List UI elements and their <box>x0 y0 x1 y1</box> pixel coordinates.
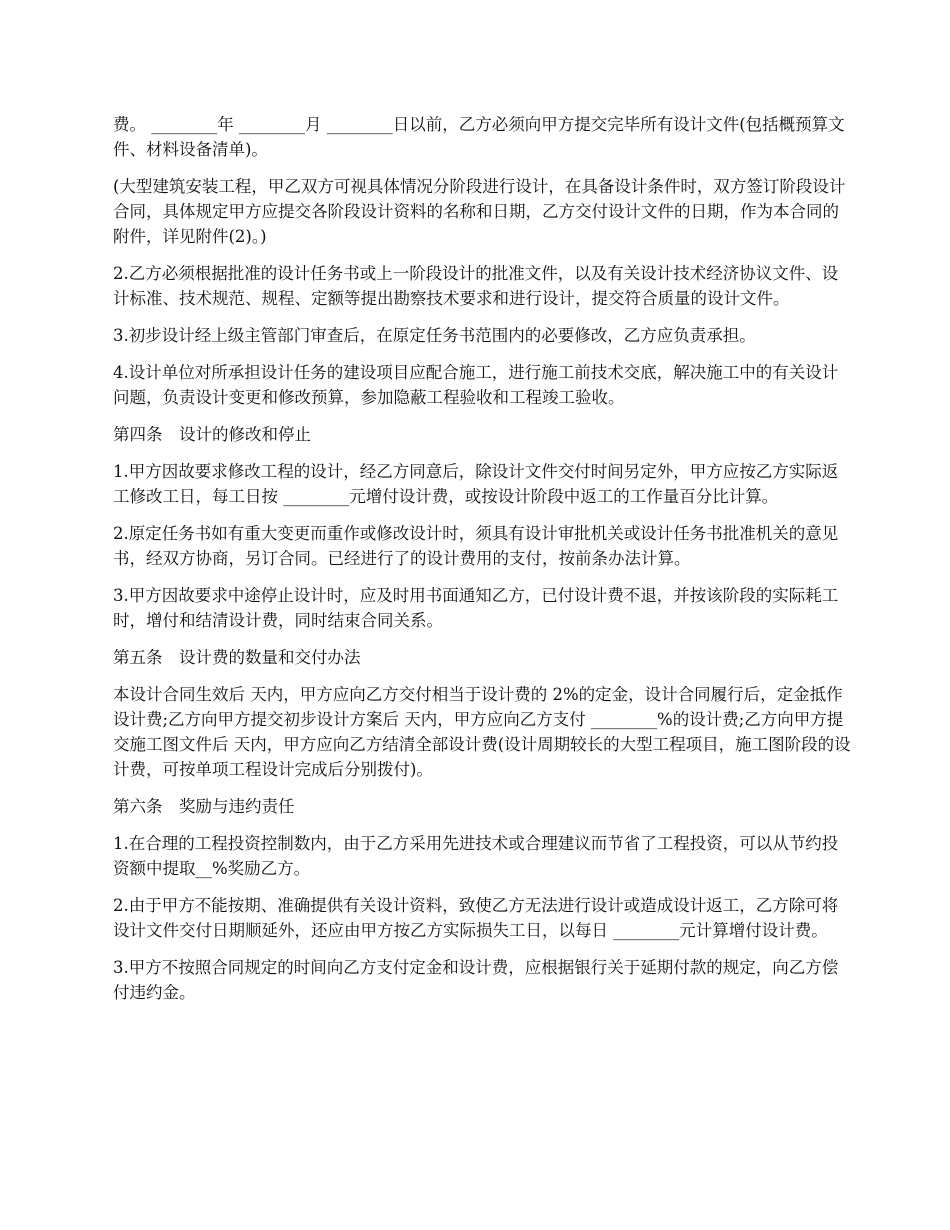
section-heading-article-6: 第六条 奖励与违约责任 <box>113 797 295 816</box>
section-heading-article-4: 第四条 设计的修改和停止 <box>113 425 311 444</box>
section-heading-article-5: 第五条 设计费的数量和交付办法 <box>113 648 361 667</box>
paragraph-article-6-item-2: 2.由于甲方不能按期、准确提供有关设计资料，致使乙方无法进行设计或造成设计返工，乙方除可将设计文件交付日期顺延外，还应由甲方按乙方实际损失工日，以每日 ________元计算增付设计费。 <box>113 896 839 940</box>
paragraph-clause-3: 3.初步设计经上级主管部门审查后，在原定任务书范围内的必要修改，乙方应负责承担。 <box>113 326 756 345</box>
paragraph-article-4-item-1: 1.甲方因故要求修改工程的设计，经乙方同意后，除设计文件交付时间另定外，甲方应按乙方实际返工修改工日，每工日按 ________元增付设计费，或按设计阶段中返工的工作量百分比计算。 <box>113 462 839 506</box>
paragraph-article-6-item-3: 3.甲方不按照合同规定的时间向乙方支付定金和设计费，应根据银行关于延期付款的规定，向乙方偿付违约金。 <box>113 958 839 1002</box>
paragraph-clause-2: 2.乙方必须根据批准的设计任务书或上一阶段设计的批准文件，以及有关设计技术经济协议文件、设计标准、技术规范、规程、定额等提出勘察技术要求和进行设计，提交符合质量的设计文件。 <box>113 264 839 308</box>
paragraph-article-4-item-3: 3.甲方因故要求中途停止设计时，应及时用书面通知乙方，已付设计费不退，并按该阶段的实际耗工时，增付和结清设计费，同时结束合同关系。 <box>113 586 839 630</box>
paragraph-clause-4: 4.设计单位对所承担设计任务的建设项目应配合施工，进行施工前技术交底，解决施工中的有关设计问题，负责设计变更和修改预算，参加隐蔽工程验收和工程竣工验收。 <box>113 363 839 407</box>
paragraph-article-6-item-1: 1.在合理的工程投资控制数内，由于乙方采用先进技术或合理建议而节省了工程投资，可以从节约投资额中提取__%奖励乙方。 <box>113 834 839 878</box>
paragraph-article-5-body: 本设计合同生效后 天内，甲方应向乙方交付相当于设计费的 2%的定金，设计合同履行后，定金抵作设计费;乙方向甲方提交初步设计方案后 天内，甲方应向乙方支付 ________%的设计费;乙方向甲方提交施工图文件后 天内，甲方应向乙方结清全部设计费(设计周期较长的大型工程项目，施工图阶段的设计费，可按单项工程设计完成后分别拨付)。 <box>113 685 851 779</box>
paragraph-article-4-item-2: 2.原定任务书如有重大变更而重作或修改设计时，须具有设计审批机关或设计任务书批准机关的意见书，经双方协商，另订合同。已经进行了的设计费用的支付，按前条办法计算。 <box>113 524 839 568</box>
document-page <box>113 112 853 1017</box>
paragraph-design-deadline: 费。 ________年 ________月 ________日以前，乙方必须向甲方提交完毕所有设计文件(包括概预算文件、材料设备清单)。 <box>113 115 845 159</box>
paragraph-large-project-note: (大型建筑安装工程，甲乙双方可视具体情况分阶段进行设计，在具备设计条件时，双方签订阶段设计合同，具体规定甲方应提交各阶段设计资料的名称和日期，乙方交付设计文件的日期，作为本合同的附件，详见附件(2)。) <box>113 177 846 246</box>
